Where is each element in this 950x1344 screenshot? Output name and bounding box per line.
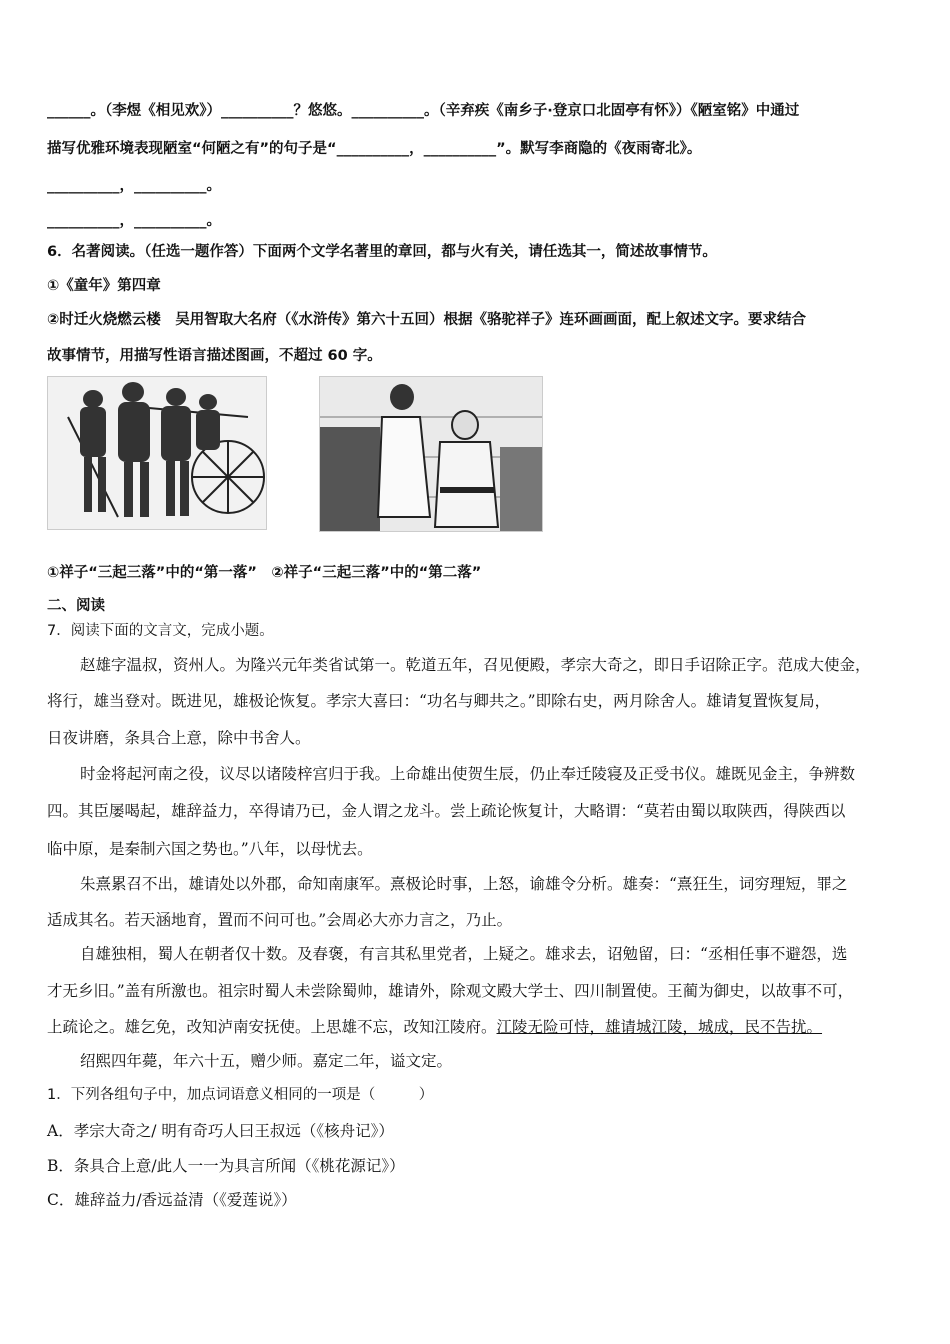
q7-para1-line3: 日夜讲磨，条具合上意，除中书舍人。 xyxy=(47,729,311,747)
q7-underlined-sentence: 江陵无险可恃，雄请城江陵，城成，民不告扰。 xyxy=(496,1018,823,1036)
q7-para4-line1: 自雄独相，蜀人在朝者仅十数。及春褒，有言其私里党者，上疑之。雄求去，诏勉留，曰：“丞相任事不避怨，选 xyxy=(80,945,848,963)
q7-title: 7．阅读下面的文言文，完成小题。 xyxy=(47,623,274,639)
q6-title: 6．名著阅读。（任选一题作答）下面两个文学名著里的章回，都与火有关，请任选其一，简述故事情节。 xyxy=(47,244,717,260)
q5-line2: 描写优雅环境表现陋室“何陋之有”的句子是“__________，__________”。默写李商隐的《夜雨寄北》。 xyxy=(47,141,702,157)
q7-para4-text: 上疏论之。雄乞免，改知泸南安抚使。上思雄不忘，改知江陵府。 xyxy=(47,1018,497,1036)
q7-para2-line3: 临中原，是秦制六国之势也。”八年，以母忧去。 xyxy=(47,840,373,858)
q7-para5: 绍熙四年薨，年六十五，赠少师。嘉定二年，谥文定。 xyxy=(80,1052,453,1070)
q5-line4: __________，__________。 xyxy=(47,213,221,229)
q7-para2-line1: 时金将起河南之役，议尽以诸陵梓宫归于我。上命雄出使贺生辰，仍止奉迁陵寝及正受书仪。雄既见金主，争辨数 xyxy=(80,765,856,783)
q7-para3-line1: 朱熹累召不出，雄请处以外郡，命知南康军。熹极论时事，上怒，谕雄令分析。雄奏：“熹狂生，词穷理短，罪之 xyxy=(80,875,848,893)
q7-option-b: B．条具合上意/此人一一为具言所闻（《桃花源记》） xyxy=(47,1157,405,1175)
q7-para3-line2: 适成其名。若天涵地育，置而不问可也。”会周必大亦力言之，乃止。 xyxy=(47,911,513,929)
q5-line3: __________，__________。 xyxy=(47,178,221,194)
comic-illustration-2 xyxy=(319,376,543,532)
q7-option-a: A．孝宗大奇之/ 明有奇巧人曰王叔远（《核舟记》） xyxy=(47,1122,394,1140)
two-men-illustration xyxy=(320,377,542,531)
q6-option-2: ②时迁火烧燃云楼 吴用智取大名府（《水浒传》第六十五回）根据《骆驼祥子》连环画画面，配上叙述文字。要求结合 xyxy=(47,312,807,328)
q5-line1: ______。（李煜《相见欢》）__________？悠悠。__________。（辛弃疾《南乡子·登京口北固亭有怀》）《陋室铭》中通过 xyxy=(47,103,800,119)
q7-option-c: C．雄辞益力/香远益清（《爱莲说》） xyxy=(47,1191,297,1209)
q6-captions: ①祥子“三起三落”中的“第一落” ②祥子“三起三落”中的“第二落” xyxy=(47,565,482,581)
section-2-title: 二、阅读 xyxy=(47,598,105,614)
q7-para1-line2: 将行，雄当登对。既进见，雄极论恢复。孝宗大喜曰：“功名与卿共之。”即除右史，两月除舍人。雄请复置恢复局， xyxy=(47,692,831,710)
q7-para4-line3 xyxy=(47,1017,822,1037)
q7-para2-line2: 四。其臣屡喝起，雄辞益力，卒得请乃已，金人谓之龙斗。尝上疏论恢复计，大略谓：“莫若由蜀以取陕西，得陕西以 xyxy=(47,802,846,820)
comic-illustration-1 xyxy=(47,376,267,530)
rickshaw-soldiers-illustration xyxy=(48,377,266,529)
q6-option-2-cont: 故事情节，用描写性语言描述图画，不超过 60 字。 xyxy=(47,348,382,364)
q7-para4-line2: 才无乡旧。”盖有所激也。祖宗时蜀人未尝除蜀帅，雄请外，除观文殿大学士、四川制置使。王蔺为御史，以故事不可， xyxy=(47,982,854,1000)
q7-sub1-question: 1．下列各组句子中，加点词语意义相同的一项是（ ） xyxy=(47,1087,434,1103)
q7-para1-line1: 赵雄字温叔，资州人。为隆兴元年类省试第一。乾道五年，召见便殿，孝宗大奇之，即日手诏除正字。范成大使金， xyxy=(80,656,871,674)
q6-option-1: ①《童年》第四章 xyxy=(47,278,161,294)
